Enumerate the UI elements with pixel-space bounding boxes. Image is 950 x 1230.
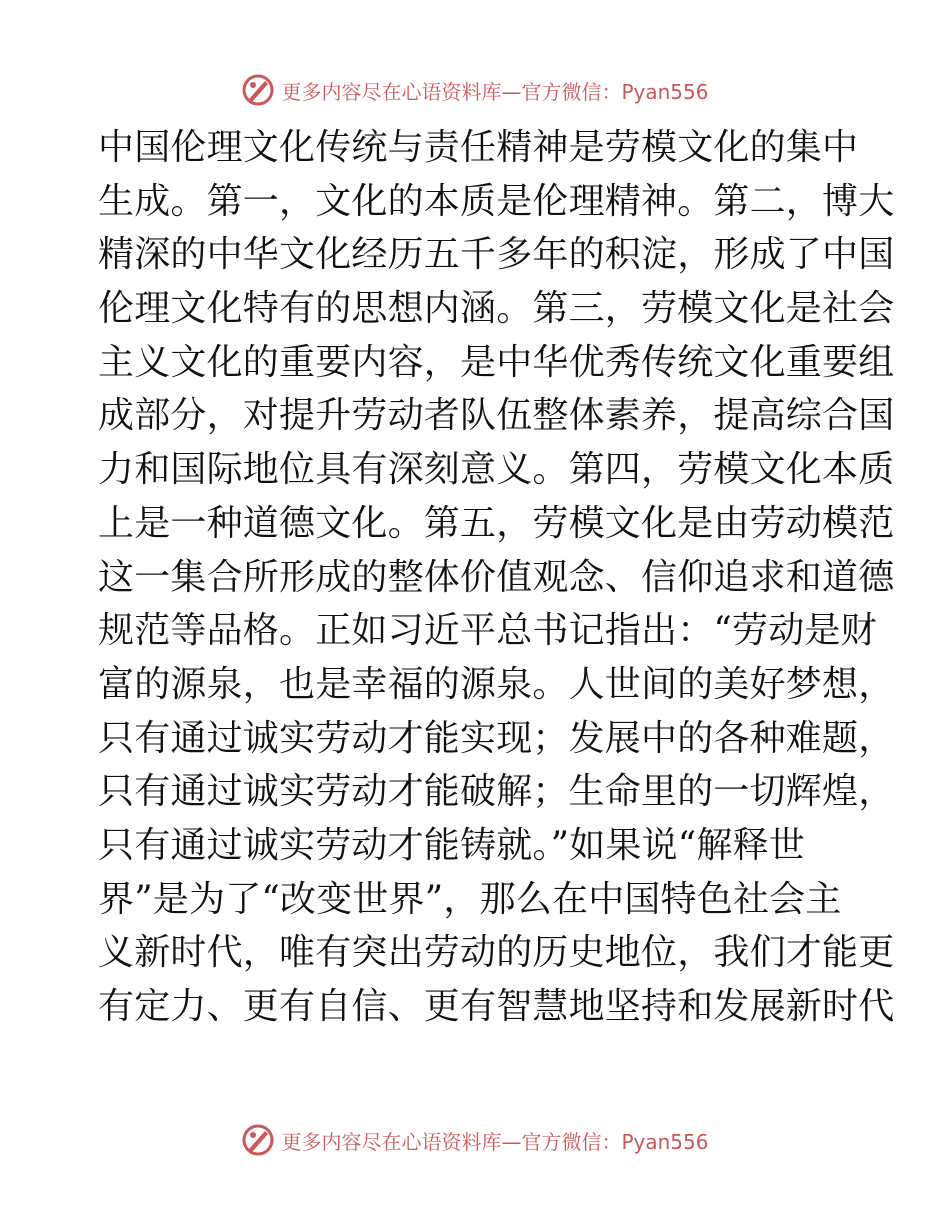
text-line: 富的源泉，也是幸福的源泉。人世间的美好梦想， — [98, 663, 895, 705]
text-line: 只有通过诚实劳动才能铸就。”如果说“解释世 — [98, 824, 806, 866]
header-watermark-text: 更多内容尽在心语资料库—官方微信：Pyan556 — [281, 79, 709, 104]
text-line: 义新时代，唯有突出劳动的历史地位，我们才能更 — [98, 932, 895, 974]
brush-logo-icon — [241, 1123, 275, 1157]
text-line: 这一集合所形成的整体价值观念、信仰追求和道德 — [98, 556, 895, 598]
text-line: 伦理文化特有的思想内涵。第三，劳模文化是社会 — [98, 288, 895, 330]
text-line: 上是一种道德文化。第五，劳模文化是由劳动模范 — [98, 502, 895, 544]
text-line: 生成。第一，文化的本质是伦理精神。第二，博大 — [98, 180, 895, 222]
text-line: 只有通过诚实劳动才能破解；生命里的一切辉煌， — [98, 771, 895, 813]
footer-watermark — [0, 1120, 950, 1160]
brush-logo-icon — [241, 73, 275, 107]
document-body — [98, 121, 895, 1034]
text-line: 中国伦理文化传统与责任精神是劳模文化的集中 — [98, 127, 859, 168]
text-line: 有定力、更有自信、更有智慧地坚持和发展新时代 — [98, 986, 895, 1027]
text-line: 界”是为了“改变世界”，那么在中国特色社会主 — [98, 878, 842, 920]
text-line: 规范等品格。正如习近平总书记指出：“劳动是财 — [98, 610, 877, 652]
header-watermark — [0, 70, 950, 110]
text-line: 精深的中华文化经历五千多年的积淀，形成了中国 — [98, 234, 895, 276]
text-line: 力和国际地位具有深刻意义。第四，劳模文化本质 — [98, 449, 895, 491]
text-line: 主义文化的重要内容，是中华优秀传统文化重要组 — [98, 341, 895, 383]
text-line: 成部分，对提升劳动者队伍整体素养，提高综合国 — [98, 395, 895, 437]
text-line: 只有通过诚实劳动才能实现；发展中的各种难题， — [98, 717, 895, 759]
footer-watermark-text: 更多内容尽在心语资料库—官方微信：Pyan556 — [281, 1129, 709, 1154]
